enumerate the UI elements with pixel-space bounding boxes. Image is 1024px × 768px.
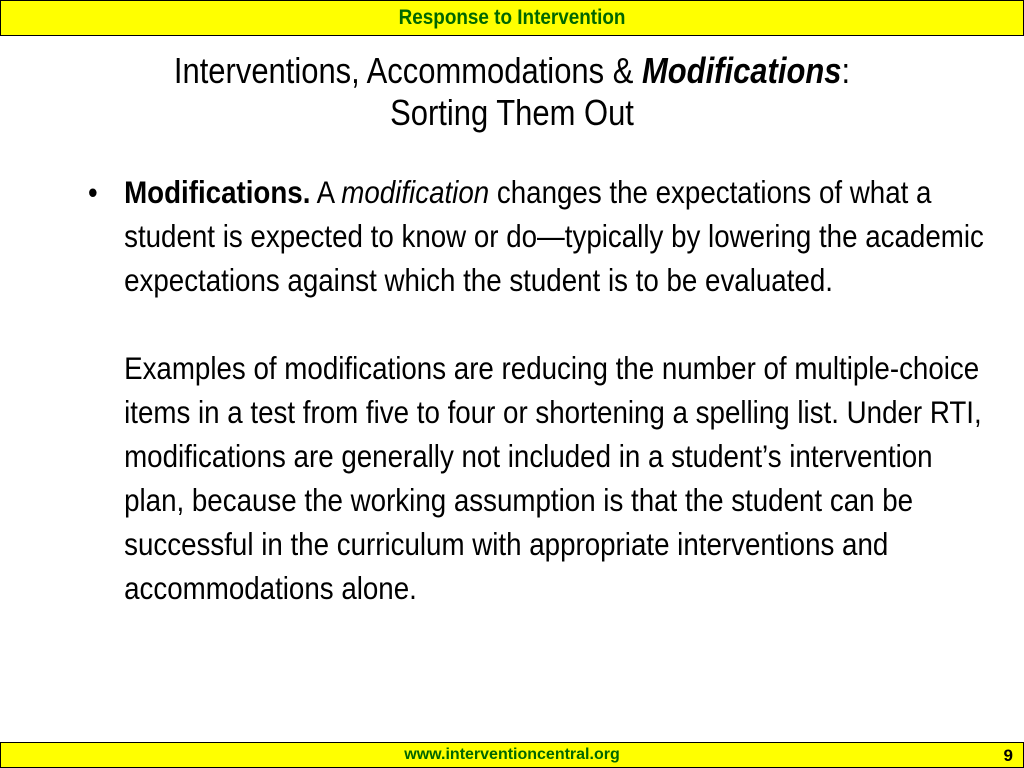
title-prefix: Interventions, Accommodations &	[173, 50, 642, 91]
bullet-term: Modifications.	[124, 174, 311, 210]
header-banner-text: Response to Intervention	[398, 6, 626, 29]
italic-term: modification	[341, 174, 490, 210]
header-banner	[0, 0, 1024, 36]
definition-text: changes the expectations of what a student is expected to know or do—typically by lowering the academic expectations against which the student is to be evaluated.	[124, 174, 984, 298]
bullet-paragraph-1	[124, 170, 994, 302]
text-before-italic: A	[310, 174, 342, 210]
footer-banner	[0, 742, 1024, 768]
footer-url: www.interventioncentral.org	[404, 746, 620, 763]
title-suffix: :	[841, 50, 851, 91]
bullet-item	[88, 170, 994, 302]
title-line-2: Sorting Them Out	[390, 92, 634, 133]
title-emphasis: Modifications	[641, 50, 842, 91]
page-number: 9	[1003, 746, 1013, 765]
bullet-marker: •	[88, 174, 98, 210]
slide-body	[88, 170, 994, 610]
title-line-1	[123, 50, 900, 92]
bullet-paragraph-2: Examples of modifications are reducing the number of multiple-choice items in a test from five to four or shortening a spelling list. Under RTI, modifications are generally not included in a student’s intervention plan, because the working assumption is that the student can be successful in the curriculum with appropriate interventions and accommodations alone.	[124, 350, 982, 606]
slide-title	[123, 50, 900, 134]
